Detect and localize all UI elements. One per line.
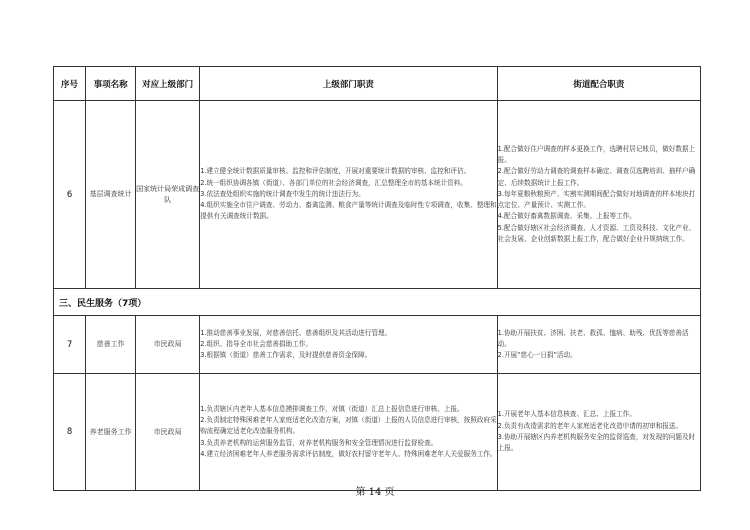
- street-duty-line: 3.协助开展辖区内养老机构服务安全的监督巡查，对发现的问题及时上报。: [497, 433, 696, 453]
- table-row: [54, 101, 701, 289]
- table-row: [54, 316, 701, 374]
- section-title: 三、民生服务（7项）: [54, 289, 701, 316]
- street-duty-line: 1.协助开展扶贫、济困、扶老、救孤、恤病、助残、优抚等慈善活动。: [497, 328, 689, 348]
- upper-duty-line: 3.依法查处组织实施的统计调查中发生的统计违法行为。: [200, 189, 365, 198]
- upper-duties-cell: [200, 316, 497, 374]
- street-duty-line: 2.负责有改造需求的老年人家庭适老化改造申请的初审和报送。: [497, 421, 682, 430]
- item-name: 慈善工作: [86, 316, 136, 374]
- row-number: 7: [54, 316, 86, 374]
- upper-duty-line: 1.推动慈善事业发展，对慈善信托、慈善组织及其活动进行管理。: [200, 328, 392, 337]
- upper-dept: 市民政局: [136, 374, 200, 491]
- street-duty-line: 2.配合做好劳动力调查的调查样本确定、调查员选聘培训、抽样户确定、后续数据统计上报工作。: [497, 167, 696, 187]
- upper-duty-line: 2.负责制定特殊困难老年人家庭适老化改造方案，对镇（街道）上报的人员信息进行审核，按照政府采购流程确定适老化改造服务机构。: [200, 416, 497, 436]
- header-upper-duties: 上级部门职责: [200, 67, 497, 101]
- street-duties-cell: [497, 101, 700, 289]
- upper-duty-line: 3.根据镇（街道）慈善工作需求，及时提供慈善资金保障。: [200, 351, 372, 360]
- section-row: [54, 289, 701, 316]
- street-duty-line: 3.每年夏粮秋粮预产、实割实测期间配合做好对地调查的样本地块打点定位、产量预计、实测工作。: [497, 189, 696, 210]
- upper-dept: 市民政局: [136, 316, 200, 374]
- street-duty-line: 2.开展“慈心一日捐”活动。: [497, 351, 577, 360]
- header-item-name: 事项名称: [86, 67, 136, 101]
- upper-duty-line: 2.组织、指导全市社会慈善捐助工作。: [200, 339, 312, 348]
- upper-duty-line: 1.建立健全统计数据质量审核、监控和评估制度，开展对重要统计数据的审核、监控和评估。: [200, 167, 471, 176]
- upper-duty-line: 2.统一组织协调各镇（街道）、各部门单位的社会经济调查，汇总整理全市的基本统计资料。: [200, 178, 467, 187]
- upper-duty-line: 4.组织实施全市住户调查、劳动力、畜禽监测、粮食产量等统计调查及临时性专项调查，收集、整理和提供有关调查统计数据。: [200, 201, 497, 221]
- row-number: 6: [54, 101, 86, 289]
- street-duty-line: 4.配合做好畜禽数据调查、采集、上报等工作。: [497, 212, 636, 221]
- street-duty-line: 5.配合做好辖区社会经济调查、人才资源、工资及科技、文化产业、社会发展、企业创新数据上报工作，配合做好企业升规纳统工作。: [497, 223, 696, 244]
- header-no: 序号: [54, 67, 86, 101]
- street-duty-line: 1.配合做好住户调查的样本更换工作，选聘村居记账员，做好数据上报。: [497, 144, 696, 164]
- table-row: [54, 374, 701, 491]
- item-name: 养老服务工作: [86, 374, 136, 491]
- item-name: 基层调查统计: [86, 101, 136, 289]
- street-duty-line: 1.开展老年人基本信息核查、汇总、上报工作。: [497, 410, 636, 419]
- header-upper-dept: 对应上级部门: [136, 67, 200, 101]
- duty-table: [53, 66, 701, 491]
- header-street-duties: 街道配合职责: [497, 67, 700, 101]
- upper-dept: 国家统计局荣成调查队: [136, 101, 200, 289]
- upper-duties-cell: [200, 374, 497, 491]
- upper-duty-line: 3.负责养老机构的运营服务监管，对养老机构服务和安全管理情况进行监督检查。: [200, 438, 438, 447]
- upper-duty-line: 4.建立经济困难老年人养老服务需求评估制度，做好农村留守老年人、特殊困难老年人关爱服务工作。: [200, 449, 497, 458]
- header-row: [54, 67, 701, 101]
- street-duties-cell: [497, 374, 700, 491]
- upper-duties-cell: [200, 101, 497, 289]
- page-number: 第 14 页: [355, 487, 395, 498]
- street-duties-cell: [497, 316, 700, 374]
- upper-duty-line: 1.负责辖区内老年人基本信息摸排调查工作，对镇（街道）汇总上报信息进行审核、上报。: [200, 404, 464, 413]
- row-number: 8: [54, 374, 86, 491]
